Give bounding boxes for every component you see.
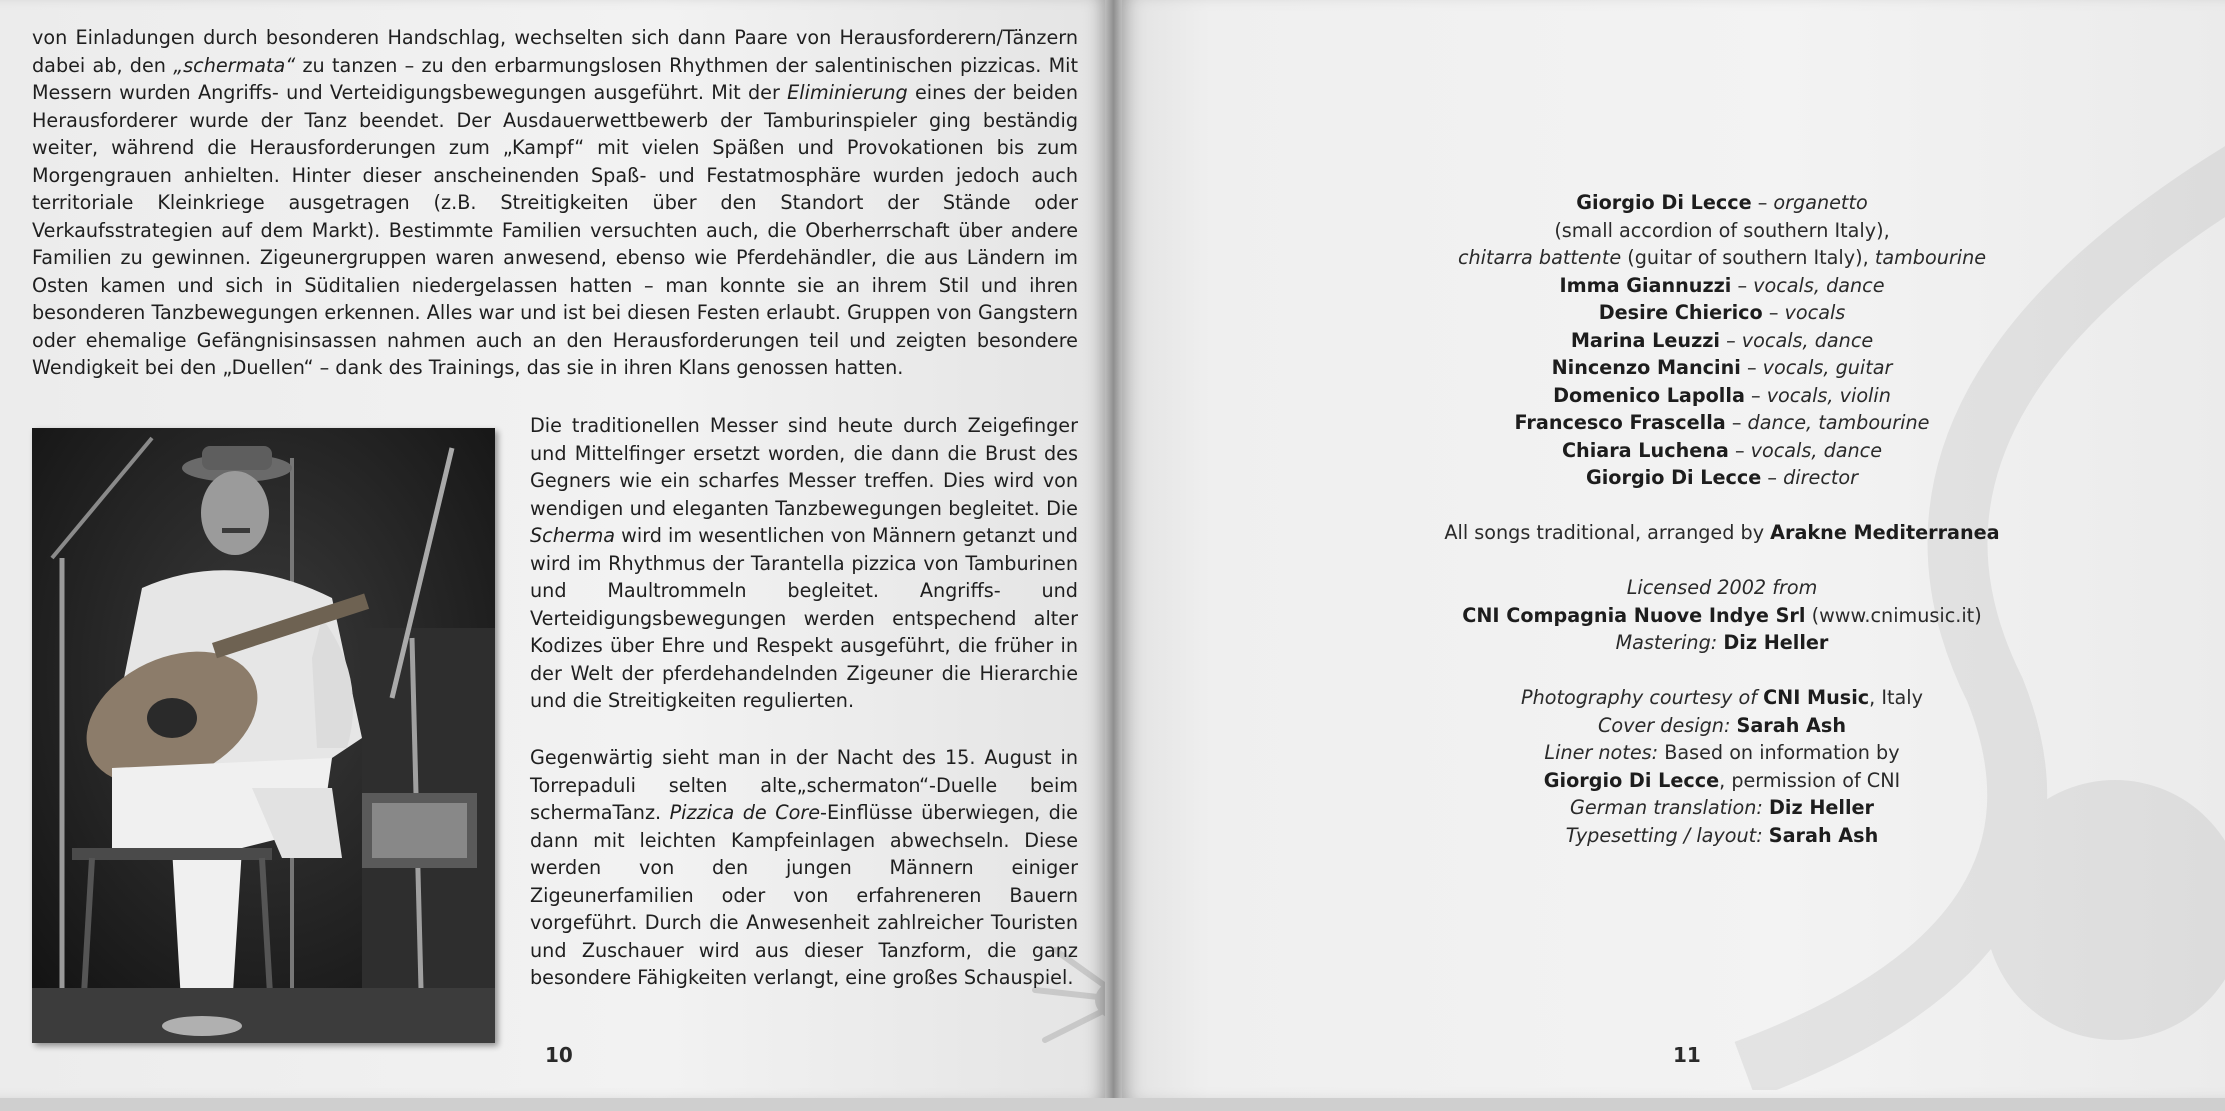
arrangement-credit	[1372, 519, 2072, 547]
paragraph-knives	[530, 412, 1078, 715]
credit-line	[1372, 354, 2072, 382]
mastering-name: Diz Heller	[1723, 631, 1829, 654]
performer-role: vocals, violin	[1766, 383, 1891, 407]
liner-suffix: , permission of CNI	[1719, 768, 1901, 792]
credit-line	[1372, 464, 2072, 492]
text-span: -Einflüsse überwiegen, die dann mit leichten Kampfeinlagen abwechseln. Diese werden von den jungen Männern einiger Zigeunerfamilien oder von erfahreneren Bauern vorgeführt. Durch die Anwesenheit zahlreicher Touristen und Zuschauer wird aus dieser Tanzform, die ganz besondere Fähigkeiten verlangt, eine großes Schauspiel.	[530, 801, 1078, 989]
performer-role: vocals, dance	[1741, 328, 1874, 352]
performer-credits	[1372, 189, 2072, 492]
performer-name: Giorgio Di Lecce	[1576, 191, 1752, 214]
liner-text: Based on information by	[1658, 741, 1900, 764]
performer-name: Giorgio Di Lecce	[1585, 466, 1762, 489]
label-url: (www.cnimusic.it)	[1805, 603, 1982, 627]
text-span: wird im wesentlichen von Männern getanzt und wird im Rhythmus der Tarantella pizzica von Tamburinen und Maultrommeln begleitet. Angriffs- und Verteidigungsbewegungen werden entspechend alter Kodizes über Ehre und Respekt ausgeführt, die früher in der Welt der pferdehandelnden Zigeuner die Hierarchie und die Streitigkeiten regulierten.	[530, 524, 1078, 712]
dash: –	[1720, 328, 1742, 352]
text-span: eines der beiden Herausforderer wurde der Tanz beendet. Der Ausdauerwettbewerb der Tamburinspieler ging beständig weiter, während die Herausforderungen zum „Kampf“ mit vielen Späßen und Provokationen bis zum Morgengrauen anhielten. Hinter dieser anscheinenden Spaß- und Festatmosphäre wurden jedoch auch territoriale Kleinkriege ausgetragen (z.B. Streitigkeiten über den Standort der Stände oder Verkaufsstrategien auf dem Markt). Bestimmte Familien versuchten auch, die Oberherrschaft über andere Familien zu gewinnen. Zigeunergruppen waren anwesend, ebenso wie Pferdehändler, die aus Ländern im Osten kamen und sich in Süditalien niedergelassen hatten – man konnte sie an ihrem Stil und ihren besonderen Tanzbewegungen erkennen. Alles war und ist bei diesen Festen erlaubt. Gruppen von Gangstern oder ehemalige Gefängnisinsassen nahmen auch an den Herausforderungen teil und zeigten besondere Wendigkeit bei den „Duellen“ – dank des Trainings, das sie in ihren Klans genossen hatten.	[32, 81, 1078, 379]
liner-label: Liner notes:	[1544, 741, 1659, 764]
credit-line	[1372, 602, 2072, 630]
credit-line	[1372, 272, 2072, 300]
right-page	[1122, 0, 2225, 1098]
organetto-note: (small accordion of southern Italy),	[1554, 218, 1890, 242]
photo-label: Photography courtesy of	[1521, 686, 1764, 709]
performer-name: Imma Giannuzzi	[1559, 273, 1732, 297]
paragraph-intro	[32, 24, 1078, 382]
credit-line	[1372, 739, 2072, 767]
dash: –	[1725, 411, 1748, 434]
performer-role: vocals, dance	[1753, 273, 1885, 297]
dash: –	[1744, 383, 1767, 407]
arranger-name: Arakne Mediterranea	[1770, 521, 2000, 544]
typesetting-name: Sarah Ash	[1768, 823, 1879, 847]
instrument-name: chitarra battente	[1457, 246, 1622, 269]
credit-line	[1372, 629, 2072, 657]
mastering-label: Mastering:	[1615, 631, 1724, 654]
dash: –	[1751, 191, 1774, 214]
liner-name: Giorgio Di Lecce	[1543, 768, 1720, 792]
performer-role: vocals	[1784, 301, 1846, 324]
performer-role: vocals, guitar	[1762, 356, 1893, 379]
performer-role: director	[1783, 466, 1859, 489]
text-span: zu tanzen – zu den erbarmungslosen Rhythmen der salentinischen pizzicas. Mit Messern wurden Angriffs- und Verteidigungsbewegungen ausgeführt. Mit der	[32, 53, 1079, 104]
credit-line	[1372, 519, 2072, 547]
instrument-name: tambourine	[1874, 246, 1987, 269]
musician-photo	[32, 428, 495, 1043]
production-credits	[1372, 684, 2072, 849]
dash: –	[1761, 466, 1784, 489]
performer-name: Domenico Lapolla	[1553, 383, 1745, 407]
performer-name: Chiara Luchena	[1561, 438, 1729, 462]
performer-role: organetto	[1773, 191, 1868, 214]
photo-name: CNI Music	[1763, 686, 1870, 709]
label-name: CNI Compagnia Nuove Indye Srl	[1462, 603, 1806, 627]
dash: –	[1731, 273, 1754, 297]
license-credits	[1372, 574, 2072, 657]
performer-name: Nincenzo Mancini	[1551, 356, 1741, 379]
licensed-line: Licensed 2002 from	[1626, 576, 1818, 599]
translation-label: German translation:	[1569, 796, 1769, 819]
photo-suffix: , Italy	[1869, 686, 1923, 709]
text-span: Gegenwärtig sieht man in der Nacht des 15. August in Torrepaduli selten alte„schermaton“-Duelle beim schermaTanz.	[530, 746, 1078, 824]
text-italic: Eliminierung	[787, 81, 908, 104]
credit-line	[1372, 712, 2072, 740]
page-number: 11	[1673, 1043, 1701, 1067]
credit-line	[1372, 189, 2072, 217]
text-italic: „schermata“	[173, 53, 296, 77]
dash: –	[1762, 301, 1785, 324]
performer-role: dance, tambourine	[1747, 411, 1930, 434]
text-italic: Pizzica de Core	[669, 801, 821, 824]
page-bottom-edge	[0, 1098, 2225, 1111]
credit-line	[1372, 767, 2072, 795]
book-gutter	[1105, 0, 1122, 1098]
credit-line	[1372, 822, 2072, 850]
text-italic: Scherma	[530, 524, 616, 547]
dash: –	[1728, 438, 1751, 462]
left-page	[0, 0, 1105, 1098]
credit-line	[1372, 684, 2072, 712]
performer-name: Francesco Frascella	[1514, 411, 1726, 434]
text-span: von Einladungen durch besonderen Handschlag, wechselten sich dann Paare von Herausforderern/Tänzern dabei ab, den	[32, 26, 1078, 77]
performer-name: Marina Leuzzi	[1570, 328, 1720, 352]
credit-line	[1372, 299, 2072, 327]
arranged-prefix: All songs traditional, arranged by	[1444, 521, 1771, 544]
cover-label: Cover design:	[1598, 713, 1737, 737]
performer-name: Desire Chierico	[1598, 301, 1763, 324]
credit-line	[1372, 327, 2072, 355]
text-span: Die traditionellen Messer sind heute durch Zeigefinger und Mittelfinger ersetzt worden, die dann die Brust des Gegners wie ein scharfes Messer treffen. Dies wird von wendigen und eleganten Tanzbewegungen begleitet. Die	[530, 414, 1078, 520]
tarantula-watermark-icon	[975, 920, 1105, 1070]
credit-line	[1372, 409, 2072, 437]
instrument-note: (guitar of southern Italy),	[1621, 246, 1875, 269]
credit-line	[1372, 244, 2072, 272]
performer-role: vocals, dance	[1750, 438, 1883, 462]
translation-name: Diz Heller	[1768, 796, 1875, 819]
cover-name: Sarah Ash	[1736, 713, 1846, 737]
credit-line	[1372, 437, 2072, 465]
credit-line	[1372, 794, 2072, 822]
page-number: 10	[545, 1043, 573, 1067]
dash: –	[1740, 356, 1763, 379]
typesetting-label: Typesetting / layout:	[1565, 823, 1769, 847]
credit-line	[1372, 382, 2072, 410]
